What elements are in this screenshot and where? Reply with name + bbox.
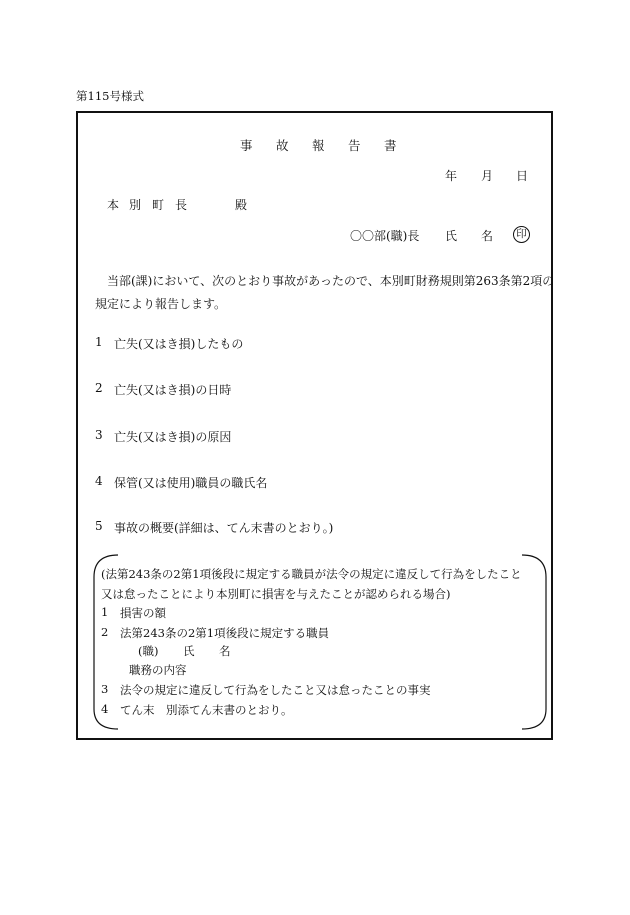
note-item-text: 法第243条の2第1項後段に規定する職員 — [120, 626, 330, 640]
date-day: 日 — [516, 169, 529, 183]
body-text-line: 規定により報告します。 — [95, 297, 227, 311]
addressee-char: 別 — [129, 198, 142, 212]
item-number: 3 — [95, 428, 103, 442]
item-number: 2 — [95, 381, 103, 395]
date-month: 月 — [481, 169, 494, 183]
seal-mark: 印 — [513, 226, 530, 243]
item-text: 保管(又は使用)職員の職氏名 — [114, 476, 268, 490]
addressee-char: 長 — [175, 198, 188, 212]
item-text: 事故の概要(詳細は、てん末書のとおり。) — [114, 521, 334, 535]
reporter-dept: 〇〇部(職)長 — [350, 229, 420, 243]
reporter-name-label: 氏 — [445, 229, 458, 243]
note-line: 又は怠ったことにより本別町に損害を与えたことが認められる場合) — [101, 587, 451, 601]
item-number: 1 — [95, 335, 103, 349]
item-text: 亡失(又はき損)したもの — [114, 337, 244, 351]
addressee-honorific: 殿 — [235, 198, 248, 212]
title-char: 報 — [312, 138, 325, 153]
note-item-text: 損害の額 — [120, 606, 166, 620]
note-item-text: てん末 別添てん末書のとおり。 — [120, 703, 293, 717]
note-sub-role: (職) — [138, 644, 159, 658]
item-number: 4 — [95, 474, 103, 488]
item-text: 亡失(又はき損)の日時 — [114, 383, 232, 397]
title-char: 書 — [384, 138, 397, 153]
addressee-char: 本 — [107, 198, 120, 212]
title-char: 故 — [276, 138, 289, 153]
note-sub-name: 名 — [219, 644, 231, 658]
note-item-number: 4 — [101, 702, 109, 716]
date-year: 年 — [445, 169, 458, 183]
note-item-number: 2 — [101, 625, 109, 639]
title-char: 告 — [348, 138, 361, 153]
body-text-line: 当部(課)において、次のとおり事故があったので、本別町財務規則第263条第2項の — [107, 274, 555, 288]
note-line: (法第243条の2第1項後段に規定する職員が法令の規定に違反して行為をしたこと — [101, 567, 522, 581]
form-number: 第115号様式 — [76, 89, 144, 103]
item-number: 5 — [95, 519, 103, 533]
note-sub-name: 氏 — [183, 644, 195, 658]
note-sub-duty: 職務の内容 — [129, 663, 187, 677]
reporter-name-label: 名 — [481, 229, 494, 243]
note-item-text: 法令の規定に違反して行為をしたこと又は怠ったことの事実 — [120, 683, 431, 697]
note-item-number: 3 — [101, 682, 109, 696]
item-text: 亡失(又はき損)の原因 — [114, 430, 232, 444]
note-item-number: 1 — [101, 605, 109, 619]
title-char: 事 — [240, 138, 253, 153]
addressee-char: 町 — [152, 198, 165, 212]
